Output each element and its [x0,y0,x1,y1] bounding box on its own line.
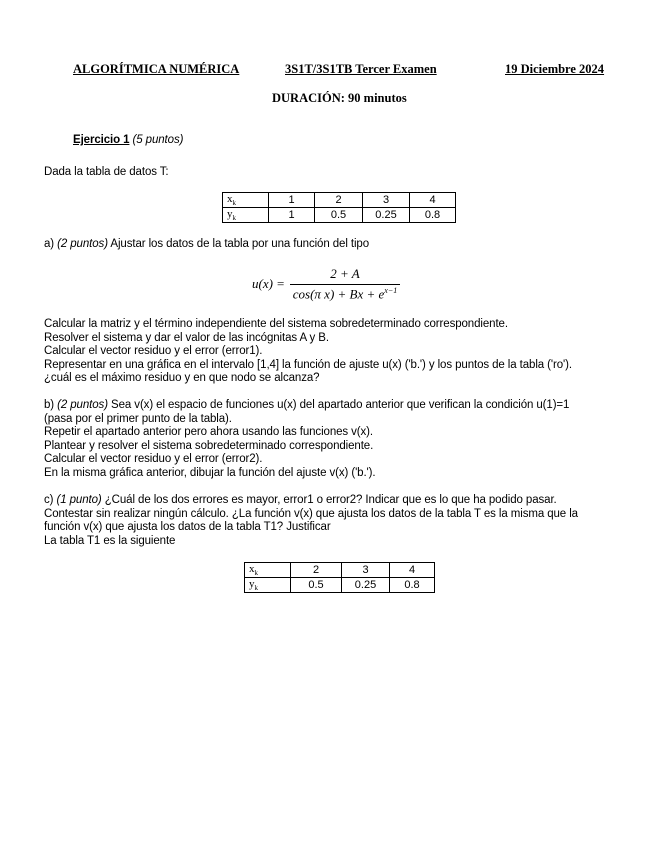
part-a-line: Resolver el sistema y dar el valor de las incógnitas A y B. [44,331,329,344]
denominator-exponent: x−1 [384,286,398,295]
table-row-x [223,193,456,208]
table-cell: 1 [269,193,315,208]
intro-text: Dada la tabla de datos T: [44,166,169,178]
part-a-line: Representar en una gráfica en el intervalo [1,4] la función de ajuste u(x) ('b.') y los puntos de la tabla ('ro'). [44,358,572,371]
table-header-x [245,563,291,578]
header-course: ALGORÍTMICA NUMÉRICA [73,62,240,76]
part-c-line3: función v(x) que ajusta los datos de la tabla T1? Justificar [44,521,331,534]
table-cell: 3 [363,193,410,208]
part-c-prefix: c) [44,494,54,506]
part-a-prefix: a) [44,238,55,250]
table-cell: 0.25 [342,578,390,593]
part-a-line: ¿cuál es el máximo residuo y en que nodo se alcanza? [44,372,320,385]
y-label: y [249,578,255,591]
part-b-line: Plantear y resolver el sistema sobredeterminado correspondiente. [44,439,374,452]
table-cell: 0.8 [410,208,456,223]
part-b [44,399,569,481]
part-c-points: (1 punto) [56,494,102,506]
part-b-line: Calcular el vector residuo y el error (error2). [44,453,263,466]
duration: DURACIÓN: 90 minutos [272,91,407,105]
x-sub: k [254,569,258,578]
part-a-text: Ajustar los datos de la tabla por una función del tipo [110,238,370,250]
part-a-line: Calcular la matriz y el término independiente del sistema sobredeterminado correspondiente. [44,318,508,330]
table-cell: 0.25 [363,208,410,223]
part-b-line2: (pasa por el primer punto de la tabla). [44,412,232,425]
part-c-intro [44,494,578,508]
part-c-line1: ¿Cuál de los dos errores es mayor, error1 o error2? Indicar que es lo que ha podido pasar. [104,494,557,506]
y-sub: k [232,214,236,223]
formula-numerator: 2 + A [330,266,360,281]
part-c-line4: La tabla T1 es la siguiente [44,534,176,547]
table-cell: 3 [342,563,390,578]
header-date: 19 Diciembre 2024 [505,62,605,76]
x-sub: k [232,199,236,208]
denominator-base: cos(π x) + Bx + e [292,286,385,302]
formula-fraction [290,266,400,302]
part-b-line: En la misma gráfica anterior, dibujar la función del ajuste v(x) ('b.'). [44,466,376,479]
exercise-name: Ejercicio 1 [73,134,130,146]
table-cell: 0.8 [390,578,435,593]
table-t [222,192,456,223]
table-header-y [223,208,269,223]
part-b-points: (2 puntos) [57,399,108,411]
part-a-intro [44,238,369,250]
part-a-instructions [44,318,572,386]
table-cell: 0.5 [291,578,342,593]
table-row-x [245,563,435,578]
table-cell: 1 [269,208,315,223]
table-cell: 4 [410,193,456,208]
table-row-y [223,208,456,223]
exercise-title [73,134,183,146]
part-c [44,494,578,548]
y-sub: k [254,584,258,593]
header-exam: 3S1T/3S1TB Tercer Examen [285,62,437,76]
formula-lhs: u(x) = [252,276,285,291]
part-a-line: Calcular el vector residuo y el error (error1). [44,345,263,358]
part-b-prefix: b) [44,399,55,411]
x-label: x [227,193,233,205]
table-t1 [244,562,435,593]
formula-denominator [290,286,400,302]
part-a-points: (2 puntos) [57,238,108,250]
exercise-points: (5 puntos) [132,134,184,146]
part-b-line1: Sea v(x) el espacio de funciones u(x) del apartado anterior que verifican la condición u(1)=1 [111,399,570,411]
table-header-y [245,578,291,593]
part-c-line2: Contestar sin realizar ningún cálculo. ¿La función v(x) que ajusta los datos de la tabla T es la misma que la [44,507,578,520]
part-b-intro [44,399,569,413]
x-label: x [249,563,255,575]
table-cell: 2 [315,193,363,208]
table-cell: 0.5 [315,208,363,223]
table-row-y [245,578,435,593]
table-cell: 2 [291,563,342,578]
y-label: y [227,208,233,221]
fraction-bar [290,284,400,285]
table-header-x [223,193,269,208]
part-b-line: Repetir el apartado anterior pero ahora usando las funciones v(x). [44,426,374,439]
table-cell: 4 [390,563,435,578]
